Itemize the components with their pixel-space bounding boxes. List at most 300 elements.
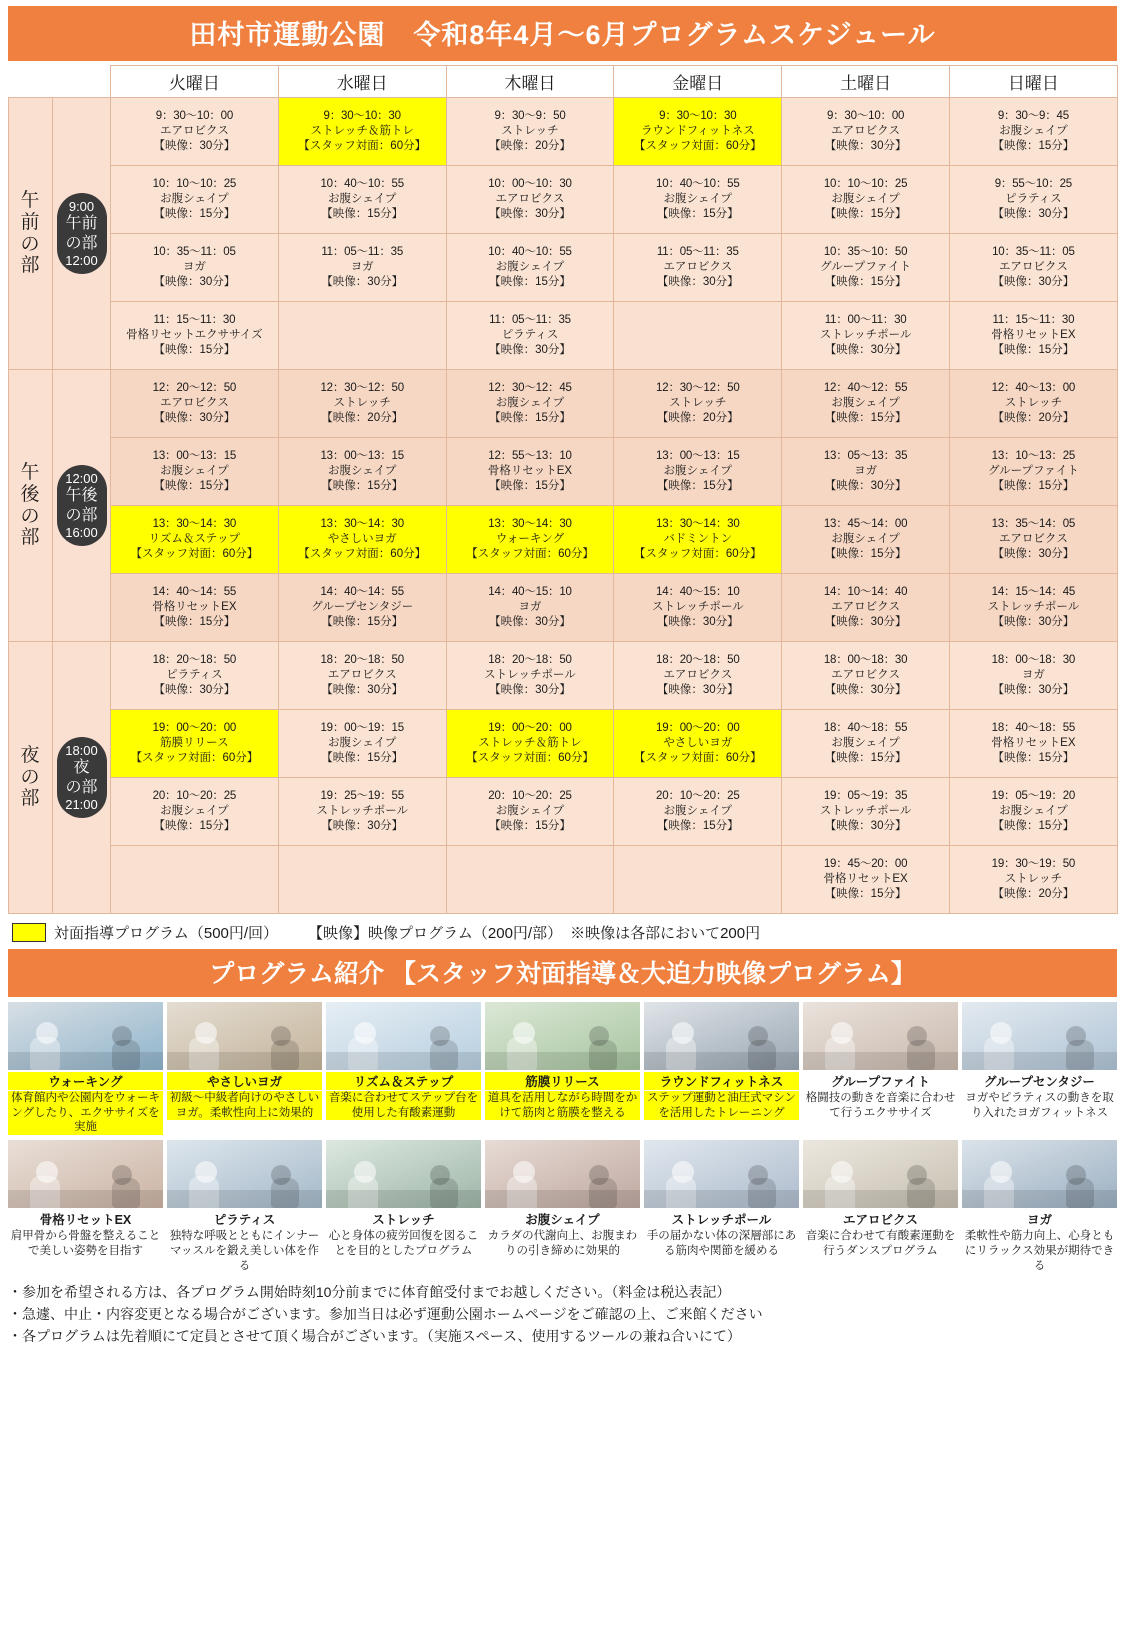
pill-label: 午前 の部 (65, 215, 98, 252)
program-card-description: ステップ運動と油圧式マシンを活用したトレーニング (644, 1091, 799, 1120)
cell-duration: 【スタッフ対面：60分】 (614, 751, 781, 766)
program-card (962, 1140, 1117, 1273)
schedule-cell (614, 370, 782, 438)
cell-program-name: お腹シェイプ (999, 805, 1068, 818)
program-photo (326, 1140, 481, 1208)
cell-program-name: お腹シェイプ (160, 193, 229, 206)
schedule-cell (111, 778, 279, 846)
program-card (485, 1002, 640, 1135)
schedule-cell (614, 98, 782, 166)
cell-duration: 【映像：30分】 (824, 819, 907, 832)
cell-program-name: お腹シェイプ (495, 261, 565, 274)
schedule-cell (949, 438, 1117, 506)
schedule-cell (949, 506, 1117, 574)
schedule-cell (278, 98, 446, 166)
cell-program-name: エアロビクス (159, 397, 229, 410)
cell-time: 13：35〜14：05 (991, 518, 1076, 531)
cell-time: 9：30〜10：30 (659, 110, 737, 123)
schedule-cell-empty (278, 302, 446, 370)
schedule-cell (782, 302, 950, 370)
cell-duration: 【映像：15分】 (321, 207, 404, 220)
cell-time: 13：00〜13：15 (320, 450, 404, 463)
cell-duration: 【映像：30分】 (824, 479, 907, 492)
cell-time: 9：30〜10：00 (155, 110, 234, 123)
section-label-1: 午 後 の 部 (9, 370, 53, 642)
schedule-cell (111, 506, 279, 574)
cell-duration: 【映像：20分】 (321, 411, 404, 424)
schedule-row (9, 98, 1118, 166)
cell-program-name: バドミントン (663, 533, 733, 546)
day-header-fri: 金曜日 (614, 66, 782, 98)
schedule-cell-empty (446, 846, 614, 914)
cell-duration: 【映像：20分】 (992, 411, 1075, 424)
cell-program-name: ストレッチポール (316, 805, 409, 818)
schedule-cell-empty (614, 302, 782, 370)
cell-duration: 【映像：30分】 (656, 275, 739, 288)
cell-duration: 【スタッフ対面：60分】 (111, 751, 278, 766)
legend-highlight-swatch (12, 923, 46, 942)
cell-duration: 【映像：30分】 (992, 207, 1075, 220)
cell-program-name: お腹シェイプ (495, 805, 565, 818)
schedule-cell (949, 98, 1117, 166)
program-photo (8, 1140, 163, 1208)
schedule-cell (782, 574, 950, 642)
cell-duration: 【映像：30分】 (489, 683, 571, 696)
cell-program-name: 骨格リセットEX (991, 737, 1076, 750)
cell-program-name: ヨガ (854, 465, 878, 478)
program-card-description: 道具を活用しながら時間をかけて筋肉と筋膜を整える (485, 1091, 640, 1120)
schedule-cell (614, 710, 782, 778)
cell-program-name: 骨格リセットEX (991, 329, 1076, 342)
cell-duration: 【映像：30分】 (489, 207, 571, 220)
schedule-row (9, 642, 1118, 710)
cell-duration: 【映像：15分】 (992, 479, 1075, 492)
program-card-description: 心と身体の疲労回復を図ることを目的としたプログラム (328, 1230, 479, 1257)
program-card-name: ヨガ (1026, 1213, 1052, 1228)
cell-program-name: やさしいヨガ (663, 737, 733, 750)
program-card-name: グループセンタジー (984, 1075, 1095, 1089)
cell-time: 18：20〜18：50 (320, 654, 404, 667)
cell-duration: 【映像：30分】 (824, 683, 907, 696)
program-card-description: 音楽に合わせて有酸素運動を行うダンスプログラム (805, 1230, 956, 1257)
cell-program-name: ストレッチポール (651, 601, 744, 614)
cell-duration: 【スタッフ対面：60分】 (279, 547, 446, 562)
schedule-cell (782, 438, 950, 506)
schedule-cell (614, 506, 782, 574)
legend-video-label: 【映像】映像プログラム（200円/部） (308, 925, 563, 942)
cell-program-name: お腹シェイプ (999, 125, 1068, 138)
cell-time: 12：20〜12：50 (152, 382, 237, 395)
schedule-cell (782, 98, 950, 166)
cell-time: 13：10〜13：25 (991, 450, 1076, 463)
pill-start-time: 18:00 (65, 743, 98, 759)
program-card-description: 初級〜中級者向けのやさしいヨガ。柔軟性向上に効果的 (167, 1091, 322, 1120)
cell-time: 11：00〜11：30 (824, 314, 907, 327)
cell-time: 19：45〜20：00 (823, 858, 908, 871)
cell-program-name: ストレッチ (501, 125, 559, 138)
cell-time: 13：30〜14：30 (656, 518, 740, 531)
schedule-cell (446, 166, 614, 234)
cell-duration: 【映像：15分】 (153, 343, 236, 356)
schedule-cell (782, 710, 950, 778)
program-card (8, 1002, 163, 1135)
program-card-name: 筋膜リリース (485, 1072, 640, 1090)
schedule-cell (278, 642, 446, 710)
cell-program-name: ピラティス (501, 329, 559, 342)
schedule-cell (278, 710, 446, 778)
program-card-name: ストレッチ (372, 1213, 435, 1228)
legend (12, 922, 1117, 943)
cell-time: 18：20〜18：50 (488, 654, 572, 667)
cell-program-name: エアロビクス (663, 261, 733, 274)
cell-program-name: グループファイト (987, 465, 1079, 478)
section-label-2: 夜 の 部 (9, 642, 53, 914)
cell-time: 12：30〜12：50 (320, 382, 404, 395)
schedule-row (9, 438, 1118, 506)
program-card-name: やさしいヨガ (167, 1072, 322, 1090)
schedule-cell (614, 642, 782, 710)
program-card (962, 1002, 1117, 1135)
cell-duration: 【映像：30分】 (489, 615, 571, 628)
cell-time: 18：20〜18：50 (656, 654, 740, 667)
cell-duration: 【映像：30分】 (992, 683, 1075, 696)
schedule-cell (278, 778, 446, 846)
schedule-cell (782, 778, 950, 846)
cell-duration: 【映像：15分】 (489, 479, 571, 492)
program-photo (167, 1002, 322, 1070)
cell-time: 11：05〜11：35 (489, 314, 571, 327)
cell-program-name: お腹シェイプ (160, 805, 229, 818)
cell-duration: 【映像：15分】 (656, 207, 739, 220)
program-card-name: ストレッチポール (671, 1213, 772, 1228)
cell-program-name: ピラティス (1005, 193, 1062, 206)
schedule-cell (782, 166, 950, 234)
schedule-cell (111, 438, 279, 506)
schedule-cell (111, 302, 279, 370)
program-photo (326, 1002, 481, 1070)
cell-time: 19：25〜19：55 (320, 790, 404, 803)
schedule-cell (782, 642, 950, 710)
cell-duration: 【映像：15分】 (824, 207, 907, 220)
cell-duration: 【映像：30分】 (992, 615, 1075, 628)
schedule-cell (949, 234, 1117, 302)
cell-program-name: リズム＆ステップ (148, 533, 241, 546)
cell-duration: 【映像：30分】 (321, 819, 404, 832)
cell-time: 13：30〜14：30 (320, 518, 404, 531)
schedule-cell (949, 710, 1117, 778)
program-card-description: 独特な呼吸とともにインナーマッスルを鍛え美しい体を作る (169, 1230, 320, 1272)
schedule-cell (446, 98, 614, 166)
cell-program-name: ストレッチ (1004, 873, 1063, 886)
program-card-name: 骨格リセットEX (39, 1213, 132, 1228)
schedule-row (9, 846, 1118, 914)
program-photo (167, 1140, 322, 1208)
schedule-cell (614, 574, 782, 642)
cell-time: 11：05〜11：35 (321, 246, 404, 259)
intro-title: プログラム紹介 【スタッフ対面指導＆大迫力映像プログラム】 (8, 949, 1117, 997)
program-card-description: 柔軟性や筋力向上、心身ともにリラックス効果が期待できる (964, 1230, 1115, 1272)
cell-program-name: ストレッチ (1004, 397, 1063, 410)
cell-time: 18：40〜18：55 (991, 722, 1076, 735)
cell-time: 11：15〜11：30 (153, 314, 236, 327)
cell-time: 14：15〜14：45 (991, 586, 1076, 599)
cell-program-name: ストレッチ (333, 397, 391, 410)
note-3: ・各プログラムは先着順にて定員とさせて頂く場合がございます。（実施スペース、使用するツールの兼ね合いにて） (8, 1327, 741, 1344)
schedule-cell (278, 438, 446, 506)
cell-program-name: お腹シェイプ (327, 193, 397, 206)
cell-time: 20：10〜20：25 (488, 790, 572, 803)
cell-duration: 【映像：15分】 (992, 751, 1075, 764)
cell-duration: 【映像：15分】 (992, 343, 1075, 356)
corner-cell-2 (53, 66, 111, 98)
program-card (167, 1002, 322, 1135)
schedule-cell (111, 642, 279, 710)
cell-program-name: ストレッチ＆筋トレ (478, 737, 582, 750)
cell-time: 10：35〜11：05 (992, 246, 1075, 259)
cell-duration: 【映像：30分】 (656, 615, 739, 628)
cell-program-name: お腹シェイプ (160, 465, 229, 478)
program-photo (962, 1140, 1117, 1208)
cell-duration: 【映像：15分】 (992, 139, 1075, 152)
cell-time: 19：00〜19：15 (320, 722, 404, 735)
cell-duration: 【映像：30分】 (153, 683, 236, 696)
note-1: ・参加を希望される方は、各プログラム開始時刻10分前までに体育館受付までお越しください。（料金は税込表記） (8, 1284, 731, 1301)
schedule-cell (278, 574, 446, 642)
schedule-cell (446, 710, 614, 778)
schedule-cell (111, 166, 279, 234)
cell-duration: 【映像：15分】 (824, 547, 907, 560)
schedule-row (9, 574, 1118, 642)
schedule-cell-empty (614, 846, 782, 914)
cell-program-name: 骨格リセットEX (152, 601, 237, 614)
cell-program-name: ヨガ (518, 601, 542, 614)
cell-duration: 【映像：15分】 (656, 479, 739, 492)
cell-program-name: お腹シェイプ (831, 397, 900, 410)
cell-duration: 【スタッフ対面：60分】 (111, 547, 278, 562)
program-card-name: ラウンドフィットネス (644, 1072, 799, 1090)
note-2: ・急遽、中止・内容変更となる場合がございます。参加当日は必ず運動公園ホームページをご確認の上、ご来館ください (8, 1306, 763, 1322)
program-card (803, 1002, 958, 1135)
cell-duration: 【映像：15分】 (153, 819, 236, 832)
schedule-cell (111, 370, 279, 438)
cell-time: 12：40〜12：55 (823, 382, 908, 395)
schedule-cell (782, 506, 950, 574)
cell-time: 13：00〜13：15 (152, 450, 237, 463)
schedule-cell (446, 778, 614, 846)
cell-program-name: エアロビクス (159, 125, 229, 138)
schedule-cell (949, 642, 1117, 710)
cell-time: 14：10〜14：40 (823, 586, 908, 599)
cell-time: 14：40〜14：55 (320, 586, 404, 599)
cell-duration: 【映像：15分】 (489, 819, 571, 832)
cell-program-name: ピラティス (166, 669, 223, 682)
program-card (485, 1140, 640, 1273)
program-photo (8, 1002, 163, 1070)
cell-time: 18：00〜18：30 (823, 654, 908, 667)
schedule-cell (111, 98, 279, 166)
schedule-table (8, 65, 1118, 914)
cell-duration: 【映像：15分】 (321, 479, 404, 492)
cell-time: 13：00〜13：15 (656, 450, 740, 463)
cell-duration: 【映像：20分】 (489, 139, 571, 152)
schedule-cell (446, 506, 614, 574)
schedule-cell (782, 846, 950, 914)
cell-time: 11：15〜11：30 (992, 314, 1075, 327)
schedule-cell (278, 234, 446, 302)
cell-program-name: エアロビクス (831, 601, 901, 614)
cell-duration: 【映像：30分】 (656, 683, 739, 696)
cell-duration: 【映像：15分】 (656, 819, 739, 832)
cell-duration: 【映像：30分】 (153, 139, 236, 152)
program-photo (485, 1002, 640, 1070)
cell-time: 9：30〜9：50 (494, 110, 566, 123)
schedule-cell (614, 166, 782, 234)
cell-duration: 【映像：30分】 (824, 343, 907, 356)
cell-time: 10：40〜10：55 (488, 246, 572, 259)
cell-time: 9：55〜10：25 (994, 178, 1073, 191)
schedule-cell (614, 234, 782, 302)
cell-program-name: エアロビクス (831, 669, 901, 682)
program-card-description: 体育館内や公園内をウォーキングしたり、エクササイズを実施 (8, 1091, 163, 1135)
program-card-name: グループファイト (831, 1075, 930, 1089)
cell-time: 18：40〜18：55 (823, 722, 908, 735)
cell-time: 20：10〜20：25 (152, 790, 237, 803)
cell-time: 19：00〜20：00 (488, 722, 572, 735)
cell-time: 20：10〜20：25 (656, 790, 740, 803)
cell-program-name: ヨガ (1021, 669, 1045, 682)
program-card (326, 1002, 481, 1135)
cell-program-name: エアロビクス (327, 669, 397, 682)
cell-time: 19：05〜19：20 (991, 790, 1076, 803)
schedule-row (9, 234, 1118, 302)
cell-program-name: ウォーキング (495, 533, 565, 546)
pill-start-time: 9:00 (68, 199, 95, 215)
program-photo (803, 1002, 958, 1070)
cell-program-name: お腹シェイプ (831, 193, 900, 206)
cell-program-name: お腹シェイプ (327, 737, 397, 750)
cell-time: 10：40〜10：55 (320, 178, 404, 191)
cell-program-name: エアロビクス (663, 669, 733, 682)
cell-program-name: 骨格リセットエクササイズ (126, 329, 263, 342)
schedule-cell (111, 234, 279, 302)
cell-duration: 【映像：15分】 (321, 751, 404, 764)
cell-program-name: グループファイト (820, 261, 912, 274)
cell-duration: 【映像：15分】 (824, 887, 907, 900)
cell-duration: 【映像：15分】 (153, 615, 236, 628)
program-card-description: 音楽に合わせてステップ台を使用した有酸素運動 (326, 1091, 481, 1120)
cell-program-name: お腹シェイプ (663, 193, 732, 206)
schedule-cell (278, 370, 446, 438)
schedule-cell (949, 778, 1117, 846)
cell-time: 12：30〜12：45 (488, 382, 572, 395)
schedule-row (9, 506, 1118, 574)
notes-list (8, 1282, 1117, 1347)
program-card (8, 1140, 163, 1273)
cell-time: 13：30〜14：30 (152, 518, 237, 531)
cell-duration: 【スタッフ対面：60分】 (614, 547, 781, 562)
cell-program-name: グループセンタジー (311, 601, 414, 614)
pill-end-time: 12:00 (65, 252, 98, 268)
cell-time: 12：40〜13：00 (991, 382, 1076, 395)
schedule-row (9, 710, 1118, 778)
cell-program-name: ストレッチポール (987, 601, 1080, 614)
program-cards-row-1 (8, 1002, 1117, 1135)
cell-program-name: ストレッチ＆筋トレ (310, 125, 414, 138)
schedule-cell (949, 166, 1117, 234)
day-header-wed: 水曜日 (278, 66, 446, 98)
program-card-description: カラダの代謝向上、お腹まわりの引き締めに効果的 (487, 1230, 638, 1257)
program-photo (644, 1140, 799, 1208)
program-card (644, 1140, 799, 1273)
cell-duration: 【スタッフ対面：60分】 (447, 547, 614, 562)
cell-duration: 【映像：20分】 (992, 887, 1075, 900)
pill-start-time: 12:00 (65, 471, 98, 487)
cell-duration: 【映像：30分】 (992, 547, 1075, 560)
program-card-name: リズム＆ステップ (326, 1072, 481, 1090)
schedule-row (9, 778, 1118, 846)
cell-program-name: お腹シェイプ (327, 465, 397, 478)
cell-time: 18：00〜18：30 (991, 654, 1076, 667)
cell-time: 14：40〜15：10 (488, 586, 572, 599)
cell-duration: 【映像：20分】 (656, 411, 739, 424)
pill-end-time: 16:00 (65, 524, 98, 540)
cell-duration: 【スタッフ対面：60分】 (614, 139, 781, 154)
day-header-tue: 火曜日 (111, 66, 279, 98)
schedule-cell (949, 302, 1117, 370)
cell-program-name: ストレッチポール (484, 669, 576, 682)
program-card (167, 1140, 322, 1273)
cell-time: 9：30〜10：30 (323, 110, 401, 123)
cell-duration: 【映像：15分】 (992, 819, 1075, 832)
cell-program-name: エアロビクス (998, 533, 1068, 546)
cell-time: 9：30〜10：00 (826, 110, 905, 123)
program-card (326, 1140, 481, 1273)
cell-time: 12：30〜12：50 (656, 382, 740, 395)
cell-duration: 【スタッフ対面：60分】 (279, 139, 446, 154)
cell-time: 13：05〜13：35 (823, 450, 908, 463)
schedule-cell (782, 370, 950, 438)
cell-duration: 【映像：30分】 (824, 615, 907, 628)
cell-duration: 【映像：30分】 (153, 411, 236, 424)
schedule-cell (446, 234, 614, 302)
cell-time: 19：00〜20：00 (656, 722, 740, 735)
legend-face-to-face-label: 対面指導プログラム（500円/回） (54, 925, 279, 942)
cell-time: 19：05〜19：35 (823, 790, 908, 803)
program-card-description: 格闘技の動きを音楽に合わせて行うエクササイズ (805, 1092, 956, 1119)
cell-time: 10：00〜10：30 (488, 178, 572, 191)
cell-time: 18：20〜18：50 (152, 654, 237, 667)
cell-duration: 【映像：15分】 (153, 207, 236, 220)
program-card-description: 肩甲骨から骨盤を整えることで美しい姿勢を目指す (10, 1230, 161, 1257)
cell-duration: 【映像：30分】 (153, 275, 236, 288)
schedule-cell (614, 778, 782, 846)
cell-program-name: エアロビクス (495, 193, 565, 206)
schedule-cell (949, 574, 1117, 642)
cell-duration: 【映像：15分】 (824, 751, 907, 764)
cell-program-name: ストレッチポール (819, 805, 912, 818)
cell-duration: 【映像：30分】 (992, 275, 1075, 288)
cell-time: 10：35〜10：50 (823, 246, 908, 259)
cell-time: 14：40〜14：55 (152, 586, 237, 599)
cell-duration: 【映像：15分】 (153, 479, 236, 492)
cell-program-name: お腹シェイプ (495, 397, 565, 410)
cell-time: 10：10〜10：25 (823, 178, 908, 191)
schedule-cell (446, 438, 614, 506)
schedule-row (9, 166, 1118, 234)
cell-duration: 【映像：15分】 (489, 411, 571, 424)
program-card-description: ヨガやピラティスの動きを取り入れたヨガフィットネス (965, 1092, 1114, 1119)
schedule-cell (949, 370, 1117, 438)
